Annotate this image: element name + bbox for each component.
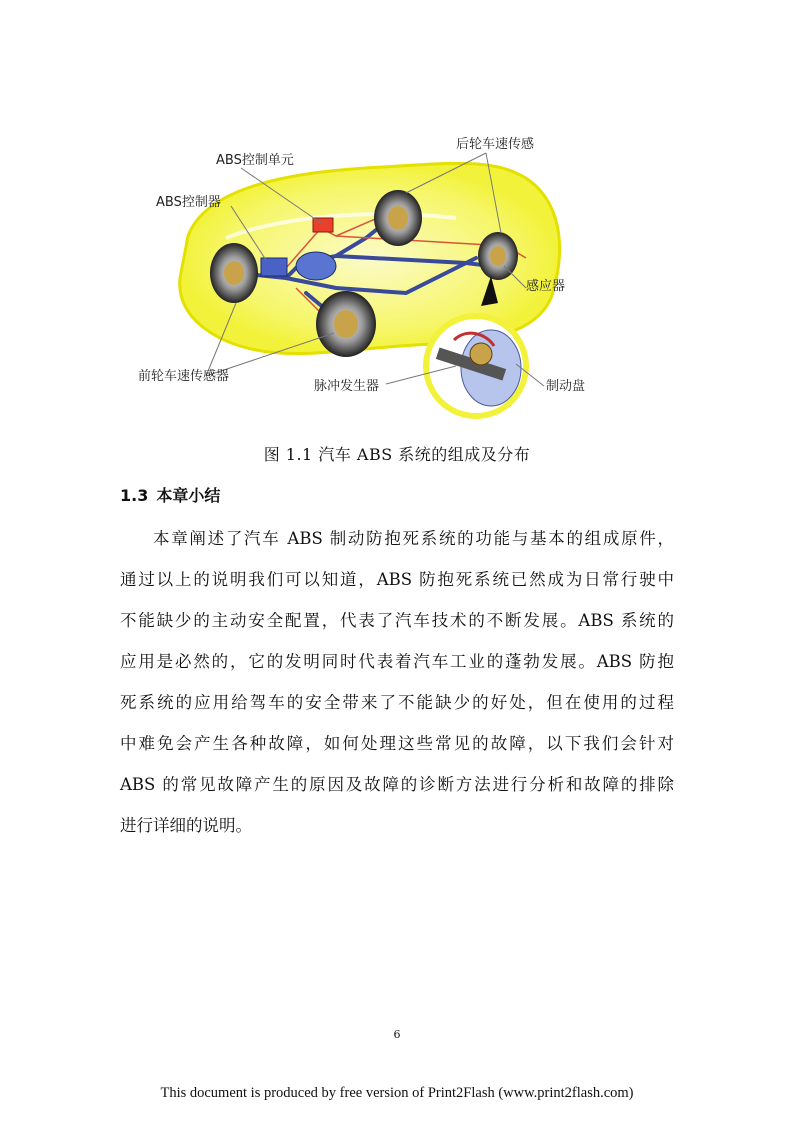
front-left-wheel [210, 243, 258, 303]
label-brake-disc: 制动盘 [546, 379, 586, 394]
body-paragraph [120, 518, 674, 846]
section-number: 1.3 [120, 486, 149, 505]
paragraph-line: 本章阐述了汽车 ABS 制动防抱死系统的功能与基本的组成原件， [153, 529, 674, 548]
paragraph-line: 死系统的应用给驾车的安全带来了不能缺少的好处，但在使用的过程 [120, 693, 674, 712]
rear-left-wheel [374, 190, 422, 246]
label-abs-controller: ABS控制器 [156, 195, 221, 210]
brake-detail-inset [426, 316, 526, 416]
label-sensor: 感应器 [526, 279, 566, 294]
paragraph-line: 进行详细的说明。 [120, 816, 252, 835]
paragraph-line: 应用是必然的，它的发明同时代表着汽车工业的蓬勃发展。ABS 防抱 [120, 652, 674, 671]
abs-diagram [136, 128, 626, 430]
paragraph-line: 不能缺少的主动安全配置，代表了汽车技术的不断发展。ABS 系统的 [120, 611, 674, 630]
front-right-wheel [316, 291, 376, 357]
paragraph-line: ABS 的常见故障产生的原因及故障的诊断方法进行分析和故障的排除 [120, 775, 674, 794]
figure-caption: 图 1.1 汽车 ABS 系统的组成及分布 [263, 445, 531, 464]
label-abs-control-unit: ABS控制单元 [216, 153, 294, 168]
label-pulse-generator: 脉冲发生器 [314, 379, 380, 394]
rear-right-wheel [478, 232, 518, 280]
section-title: 本章小结 [156, 486, 221, 505]
footer-note: This document is produced by free version of Print2Flash (www.print2flash.com) [160, 1085, 634, 1101]
label-rear-wheel-sensor: 后轮车速传感 [456, 137, 535, 152]
abs-diagram-figure [136, 128, 626, 430]
page-number: 6 [393, 1028, 401, 1041]
paragraph-line: 中难免会产生各种故障，如何处理这些常见的故障，以下我们会针对 [120, 734, 674, 753]
label-front-wheel-sensor: 前轮车速传感器 [138, 369, 230, 384]
section-heading [120, 483, 228, 506]
paragraph-line: 通过以上的说明我们可以知道，ABS 防抱死系统已然成为日常行驶中 [120, 570, 674, 589]
